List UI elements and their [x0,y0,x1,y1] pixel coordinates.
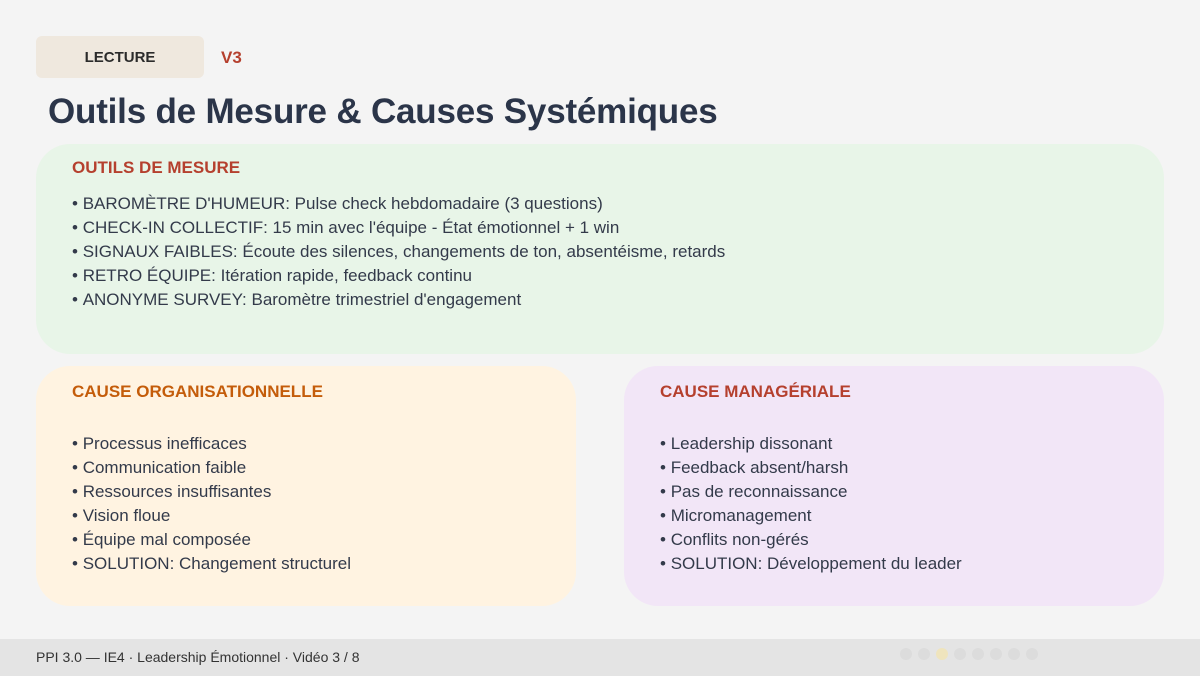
progress-dot [1026,648,1038,660]
list-item: • BAROMÈTRE D'HUMEUR: Pulse check hebdomadaire (3 questions) [72,192,1128,216]
list-item: • Leadership dissonant [660,432,1128,456]
list-item: • Micromanagement [660,504,1128,528]
list-item: • SOLUTION: Développement du leader [660,552,1128,576]
progress-dot [1008,648,1020,660]
cause-organisationnelle-title: CAUSE ORGANISATIONNELLE [72,382,323,401]
cause-manageriale-list [660,432,1128,576]
cause-organisationnelle-card [36,366,576,606]
progress-dot [954,648,966,660]
progress-dots [900,648,1038,660]
progress-dot [990,648,1002,660]
list-item: • Processus inefficaces [72,432,540,456]
list-item: • Feedback absent/harsh [660,456,1128,480]
version-label: V3 [221,48,242,67]
list-item: • Ressources insuffisantes [72,480,540,504]
list-item: • ANONYME SURVEY: Baromètre trimestriel d'engagement [72,288,1128,312]
cause-organisationnelle-list [72,432,540,576]
lecture-badge [36,36,204,78]
footer-text: PPI 3.0 — IE4 · Leadership Émotionnel · Vidéo 3 / 8 [36,649,360,665]
cause-manageriale-card [624,366,1164,606]
list-item: • Pas de reconnaissance [660,480,1128,504]
outils-de-mesure-list [72,192,1128,312]
cause-manageriale-title: CAUSE MANAGÉRIALE [660,382,851,401]
lecture-badge-label: LECTURE [84,48,156,66]
list-item: • SOLUTION: Changement structurel [72,552,540,576]
progress-dot [972,648,984,660]
list-item: • Communication faible [72,456,540,480]
progress-dot [900,648,912,660]
progress-dot [918,648,930,660]
progress-dot [936,648,948,660]
list-item: • Vision floue [72,504,540,528]
list-item: • Conflits non-gérés [660,528,1128,552]
list-item: • CHECK-IN COLLECTIF: 15 min avec l'équipe - État émotionnel + 1 win [72,216,1128,240]
list-item: • RETRO ÉQUIPE: Itération rapide, feedback continu [72,264,1128,288]
outils-de-mesure-title: OUTILS DE MESURE [72,158,241,177]
footer-bar [0,639,1200,676]
list-item: • SIGNAUX FAIBLES: Écoute des silences, changements de ton, absentéisme, retards [72,240,1128,264]
outils-de-mesure-card [36,144,1164,354]
page-title: Outils de Mesure & Causes Systémiques [48,92,718,131]
list-item: • Équipe mal composée [72,528,540,552]
